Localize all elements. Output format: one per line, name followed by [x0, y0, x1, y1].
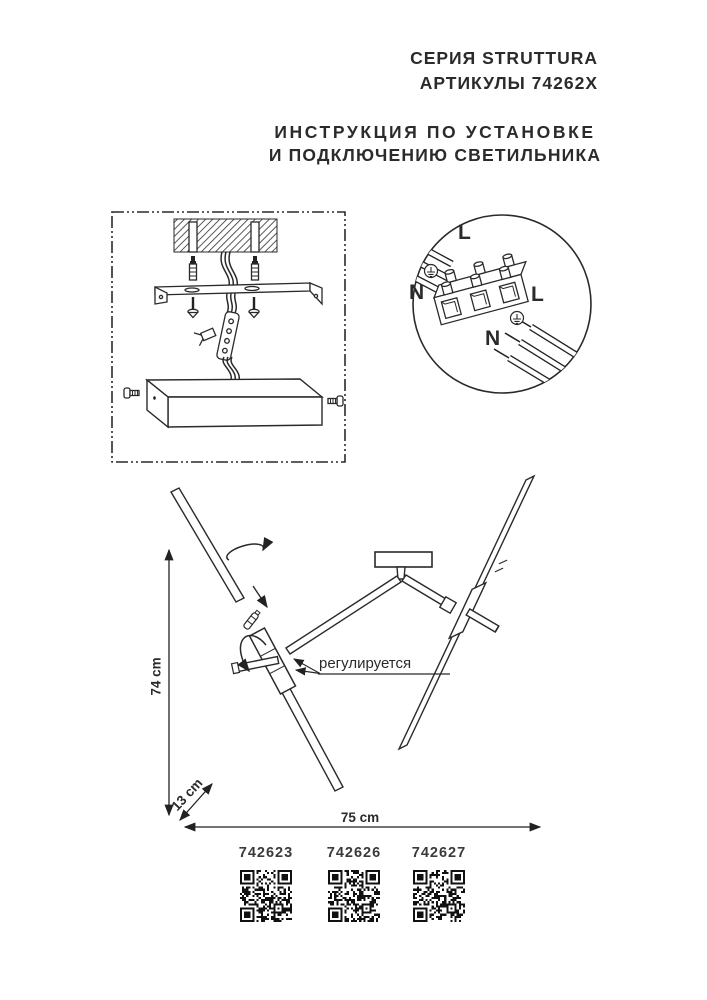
wiring-detail — [392, 215, 605, 404]
ceiling-plate — [375, 552, 432, 567]
screw-left — [188, 297, 198, 318]
earth-icon-out — [511, 312, 524, 325]
arm-right — [402, 575, 446, 605]
thumbscrew-left — [124, 388, 139, 398]
series-title: СЕРИЯ STRUTTURA — [410, 48, 598, 68]
qr-code — [328, 870, 380, 922]
label-neutral-in: N — [409, 281, 425, 304]
tube-upper-left — [171, 488, 244, 602]
rotate-arrow-top — [227, 544, 264, 560]
articles-title: АРТИКУЛЫ 74262X — [419, 73, 598, 93]
instruction-line-1: ИНСТРУКЦИЯ ПО УСТАНОВКЕ — [274, 122, 596, 142]
supply-wires — [221, 252, 237, 313]
thumbscrew-right — [328, 396, 343, 406]
screw-right — [249, 297, 259, 318]
article-number: 742626 — [326, 845, 382, 861]
adjustable-label: регулируется — [319, 655, 412, 672]
dim-depth-label: 13 cm — [168, 775, 206, 814]
qr-code — [240, 870, 292, 922]
sleeve-right — [449, 583, 486, 638]
qr-code — [413, 870, 465, 922]
article-742626 — [314, 845, 394, 922]
anchor-right — [252, 256, 259, 280]
mounting-bracket — [155, 283, 322, 304]
dim-height-label: 74 cm — [148, 657, 164, 696]
insert-arrow — [253, 586, 267, 607]
earth-icon-in — [425, 265, 438, 278]
fixture-base-box — [147, 379, 322, 427]
instruction-line-2: И ПОДКЛЮЧЕНИЮ СВЕТИЛЬНИКА — [268, 145, 602, 165]
connector-bolt — [243, 610, 261, 630]
fixture-drawing — [171, 476, 534, 791]
terminal-block-small — [190, 305, 240, 360]
label-live-in: L — [458, 221, 471, 244]
mounting-diagram — [112, 212, 345, 462]
dimension-lines — [169, 550, 540, 827]
article-742623 — [226, 845, 306, 922]
article-number: 742623 — [238, 845, 294, 861]
label-live-out: L — [531, 283, 544, 306]
sleeve-rod — [466, 609, 499, 632]
article-number: 742627 — [411, 845, 467, 861]
anchor-left — [190, 256, 197, 280]
dim-width-label: 75 cm — [340, 810, 380, 825]
article-742627 — [399, 845, 479, 922]
arm-left — [286, 576, 401, 654]
label-neutral-out: N — [485, 327, 501, 350]
